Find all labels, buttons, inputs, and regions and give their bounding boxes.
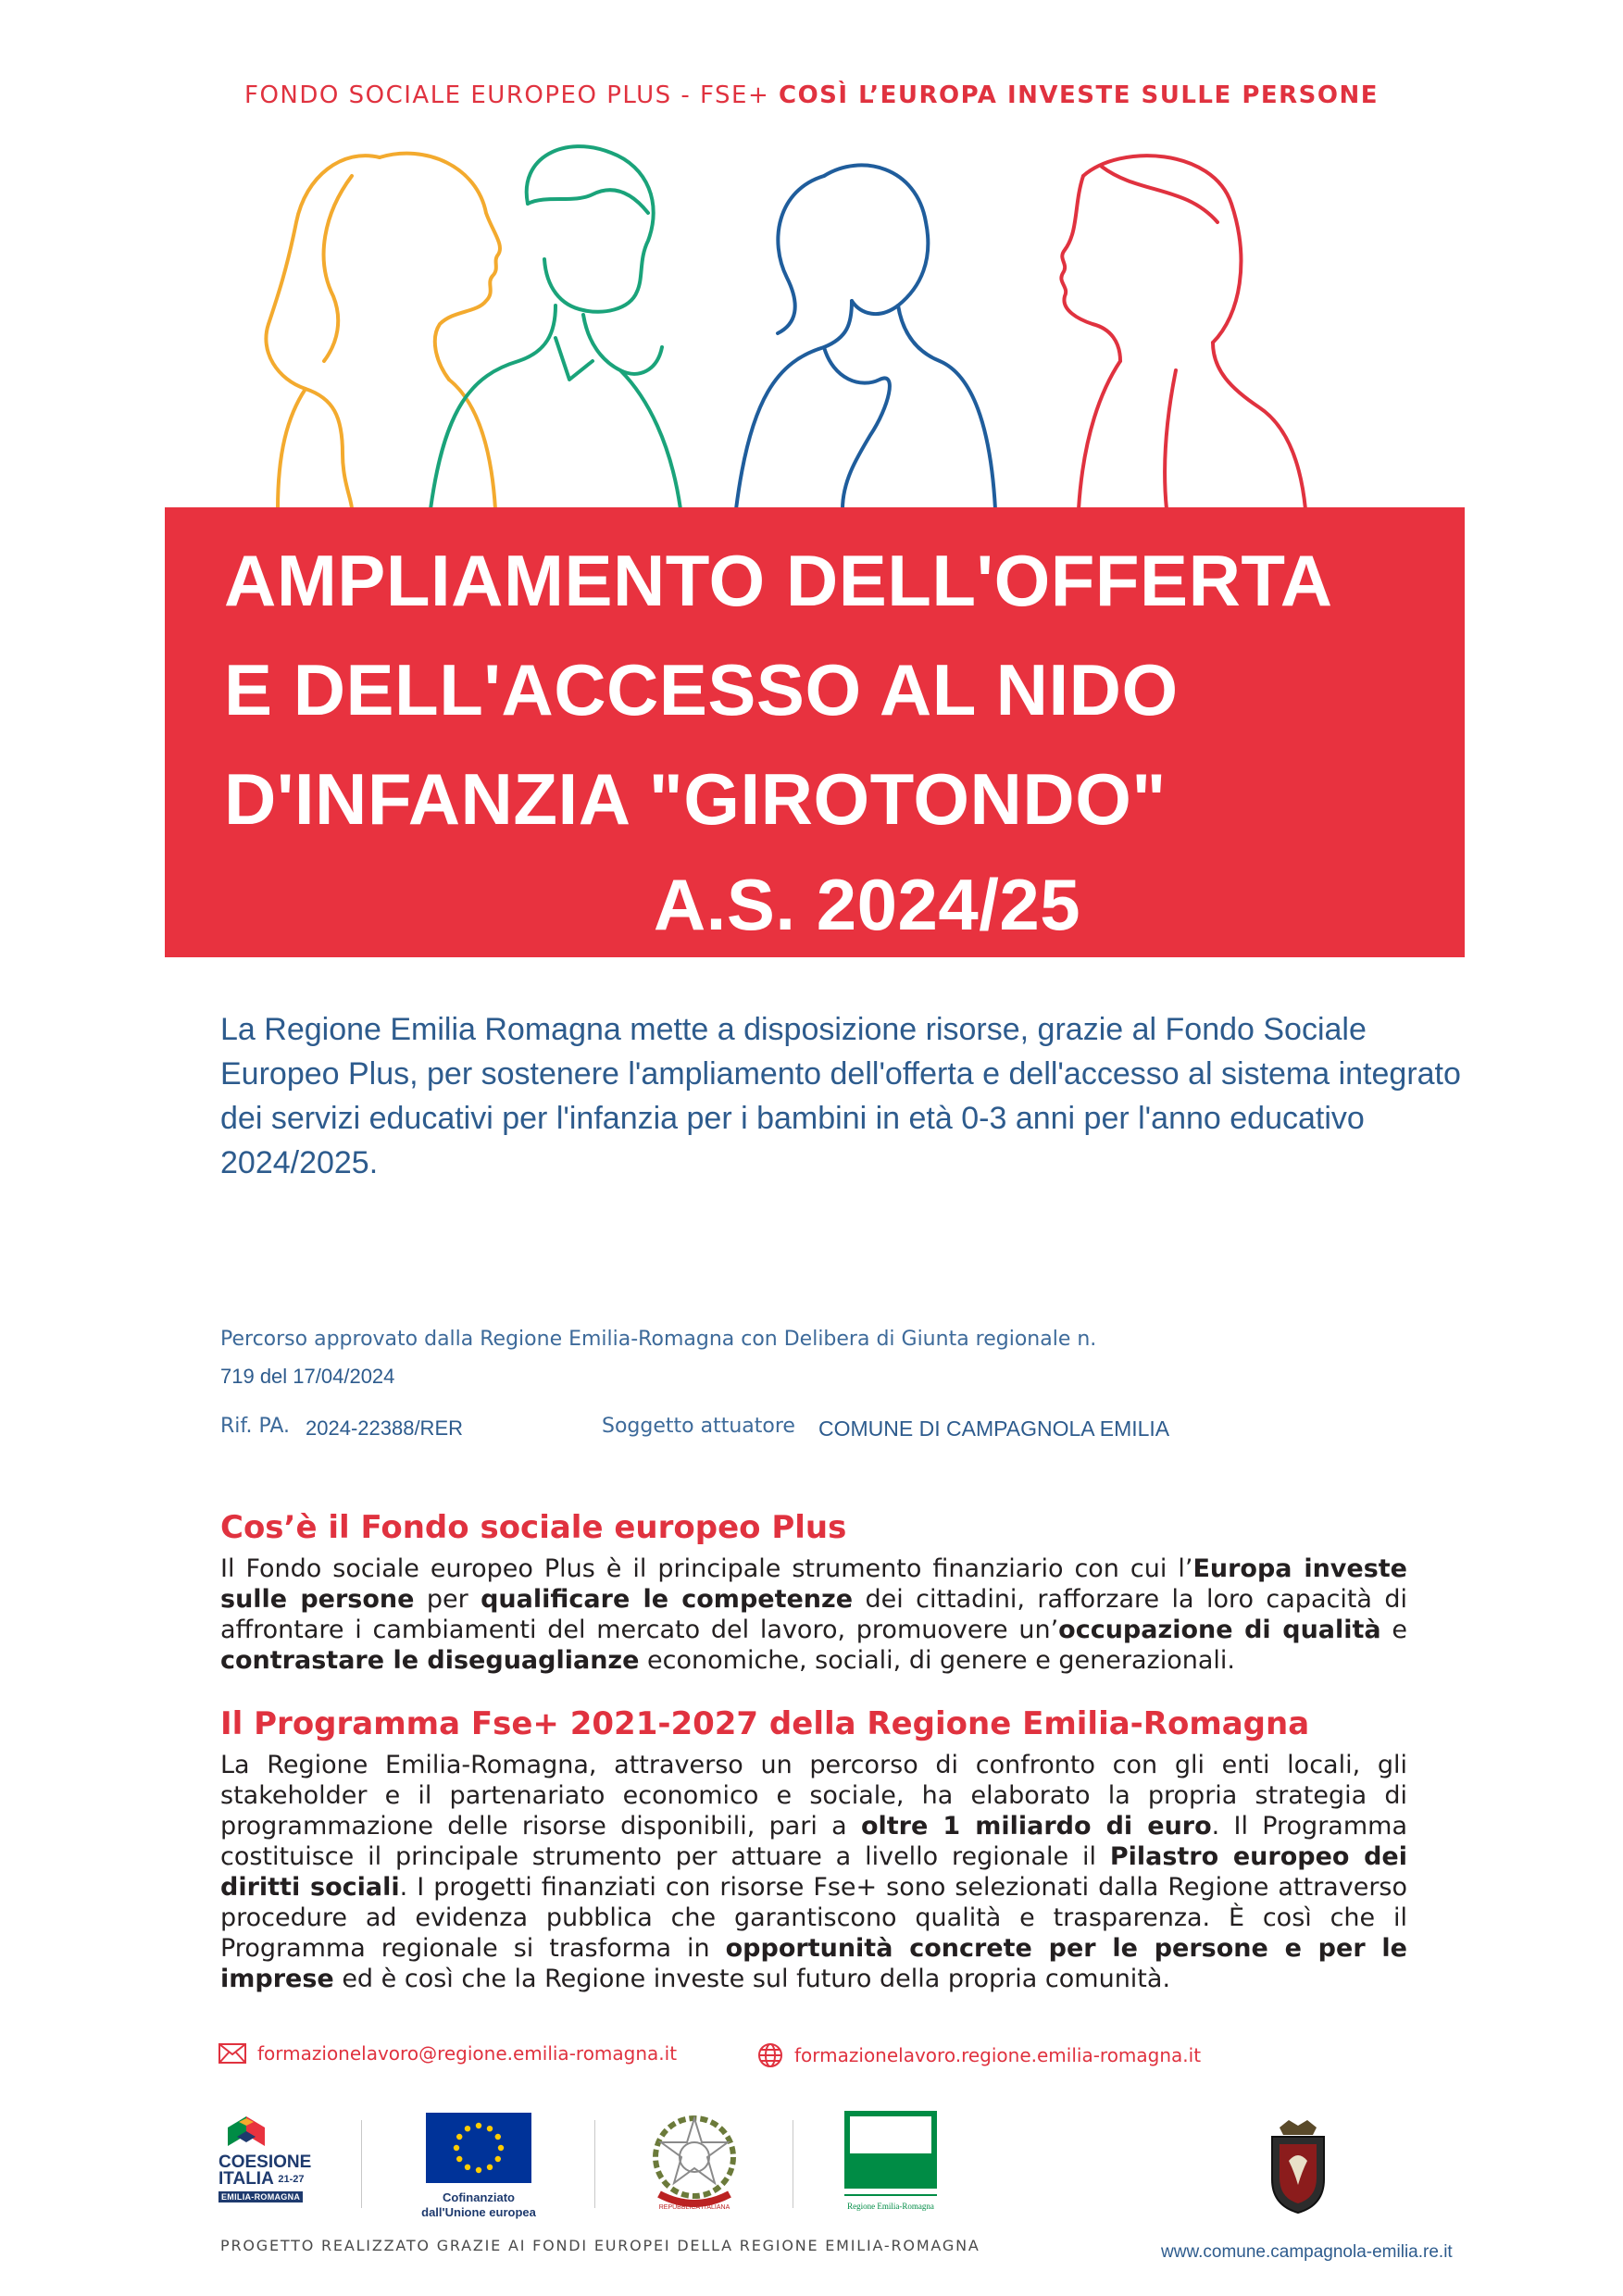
title-line-1: AMPLIAMENTO DELL'OFFERTA — [224, 540, 1333, 621]
coesione-mark — [218, 2109, 274, 2150]
footer-website-link[interactable]: www.comune.campagnola-emilia.re.it — [1161, 2242, 1453, 2262]
title-line-2: E DELL'ACCESSO AL NIDO — [224, 649, 1179, 730]
approval-label: Percorso approvato dalla Regione Emilia-Romagna con Delibera di Giunta regionale n. — [220, 1328, 1097, 1351]
section2-body: La Regione Emilia-Romagna, attraverso un percorso di confronto con gli enti locali, gli stakeholder e il partenariato economico e sociale, ha elaborato la propria strategia di programmazione delle risorse disponibili, pari a oltre 1 miliardo di euro. Il Programma costituisce il principale strumento per attuare a livello regionale il Pilastro europeo dei diritti sociali. I progetti finanziati con risorse Fse+ sono selezionati dalla Regione attraverso procedure ad evidenza pubblica che garantiscono qualità e trasparenza. È così che il Programma regionale si trasforma in opportunità concrete per le persone e per le imprese ed è così che la Regione investe sul futuro della propria comunità. — [220, 1751, 1408, 1993]
tagline-part1: FONDO SOCIALE EUROPEO PLUS - FSE+ — [244, 81, 779, 109]
title-line-3: D'INFANZIA "GIROTONDO" — [224, 758, 1167, 840]
envelope-icon — [218, 2043, 246, 2064]
figure-yellow — [266, 154, 500, 509]
eu-flag-icon — [426, 2113, 531, 2183]
globe-icon — [757, 2042, 783, 2068]
section1-title: Cos’è il Fondo sociale europeo Plus — [220, 1509, 847, 1546]
coesione-text: COESIONE ITALIA $^{21-27}$ — [218, 2152, 312, 2189]
rif-pa-value: 2024-22388/RER — [306, 1416, 464, 1440]
section1-body: Il Fondo sociale europeo Plus è il principale strumento finanziario con cui l’Europa investe sulle persone per qualificare le competenze dei cittadini, rafforzare la loro capacità di affrontare i cambiamenti del mercato del lavoro, promuovere un’occupazione di qualità e contrastare le diseguaglianze economiche, sociali, di genere e generazionali. — [220, 1554, 1408, 1675]
tagline-part2: COSÌ L’EUROPA INVESTE SULLE PERSONE — [779, 81, 1379, 109]
section2-title: Il Programma Fse+ 2021-2027 della Regione Emilia-Romagna — [220, 1705, 1310, 1742]
rif-pa-label: Rif. PA. — [220, 1415, 291, 1438]
attuatore-label: Soggetto attuatore — [602, 1415, 795, 1438]
logo-divider — [594, 2120, 595, 2208]
delibera-value: 719 del 17/04/2024 — [220, 1365, 395, 1388]
comune-crest-icon — [1261, 2115, 1335, 2216]
coesione-region: EMILIA-ROMAGNA — [218, 2191, 303, 2202]
header-tagline — [0, 81, 1623, 109]
italian-republic-emblem — [646, 2109, 743, 2215]
figure-blue — [736, 165, 995, 509]
eu-caption: Cofinanziato dall'Unione europea — [421, 2190, 536, 2219]
coesione-italia-logo — [218, 2109, 320, 2204]
email-link[interactable]: formazionelavoro@regione.emilia-romagna.it — [257, 2042, 678, 2065]
people-illustration — [250, 139, 1361, 509]
figure-green — [431, 146, 680, 509]
intro-paragraph: La Regione Emilia Romagna mette a disposizione risorse, grazie al Fondo Sociale Europeo Plus, per sostenere l'ampliamento dell'offerta e dell'accesso al sistema integrato dei servizi educativi per l'infanzia per i bambini in età 0-3 anni per l'anno educativo 2024/2025. — [220, 1012, 1461, 1180]
footer-note: PROGETTO REALIZZATO GRAZIE AI FONDI EUROPEI DELLA REGIONE EMILIA-ROMAGNA — [220, 2237, 980, 2254]
contact-email[interactable] — [218, 2042, 677, 2065]
attuatore-value: COMUNE DI CAMPAGNOLA EMILIA — [818, 1416, 1170, 1441]
figure-red — [1061, 156, 1305, 509]
regione-emilia-romagna-logo — [843, 2109, 939, 2216]
svg-text:REPUBBLICA ITALIANA: REPUBBLICA ITALIANA — [658, 2204, 730, 2211]
title-line-4: A.S. 2024/25 — [653, 864, 1081, 945]
website-link[interactable]: formazionelavoro.regione.emilia-romagna.it — [794, 2044, 1202, 2066]
contact-web[interactable] — [757, 2042, 1201, 2068]
logo-divider — [361, 2120, 362, 2208]
svg-text:Regione Emilia-Romagna: Regione Emilia-Romagna — [847, 2202, 934, 2211]
